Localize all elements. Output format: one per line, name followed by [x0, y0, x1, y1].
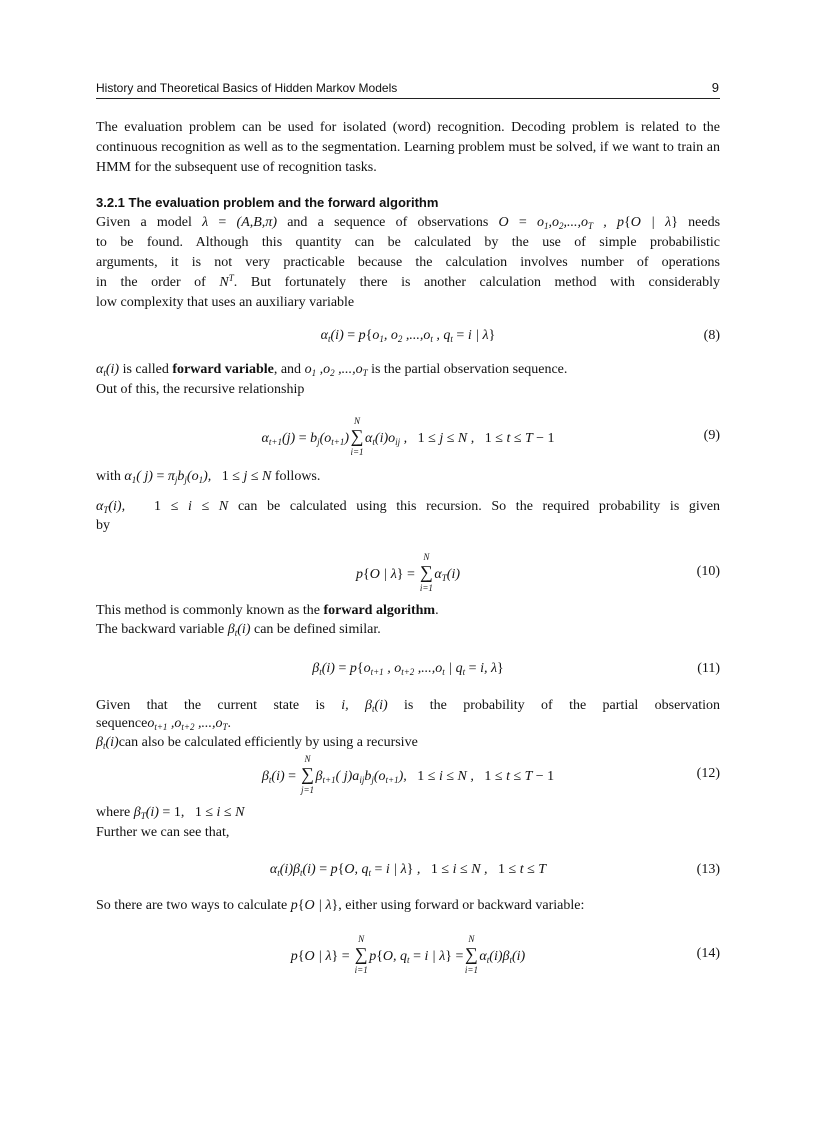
- equation-11-body: $\beta_t(i) = p\{o_{t+1}$ , $o_{t+2}$ $,...,o_t$ | $q_t = i$, λ}: [312, 661, 504, 677]
- equation-12-body: $\beta_t(i)$ = N ∑ j=1 $\beta_{t+1}$( $j)a_{ij}b_j(o_{t+1})$, 1 ≤ i ≤ N , 1 ≤ t ≤ T − 1: [261, 754, 555, 795]
- two-ways-line: So there are two ways to calculate p{O | λ}, either using forward or backward variable:: [96, 898, 585, 913]
- given-state-line: Given that the current state is i, $\beta_t(i)$ is the probability of the partial observation: [96, 698, 721, 714]
- p1-line3: arguments, it is not very practicable because the calculation involves number of operations: [96, 255, 720, 270]
- further-line: Further we can see that,: [96, 825, 230, 840]
- equation-9: [96, 416, 720, 457]
- initial-condition-line: with $\alpha_1$( $j) = \pi_jb_j(o_1)$, 1 ≤ j ≤ N follows.: [96, 469, 321, 485]
- equation-number: (8): [703, 328, 720, 343]
- header-title: History and Theoretical Basics of Hidden Markov Models: [96, 81, 398, 95]
- equation-10-body: p{O | λ} = N ∑ i=1 $\alpha_T(i)$: [356, 552, 460, 593]
- equation-10: [96, 552, 720, 593]
- page-number: 9: [711, 80, 719, 95]
- equation-13-body: $\alpha_t(i)\beta_t(i) = p\{O$, $q_t = i$ | λ} , 1 ≤ i ≤ N , 1 ≤ t ≤ T: [269, 862, 547, 878]
- equation-number: (13): [696, 862, 720, 877]
- complexity-expr: $N^T$: [219, 273, 234, 290]
- equation-number: (11): [697, 661, 720, 676]
- equation-11: [96, 661, 720, 685]
- equation-number: (10): [696, 564, 720, 579]
- section-heading: 3.2.1 The evaluation problem and the forward algorithm: [96, 195, 439, 210]
- equation-12: [96, 754, 720, 795]
- equation-14: [96, 934, 720, 975]
- forward-variable-line: $\alpha_t(i)$ is called forward variable, and $o_1$ $,o_2$ $,...,o_T$ is the partial observation sequence.: [96, 362, 568, 378]
- forward-algorithm-line: This method is commonly known as the forward algorithm.: [96, 603, 439, 618]
- observation-seq: $O = o_1,o_2,...,o_T$ ,: [498, 215, 607, 231]
- p1-line2: to be found. Although this quantity can be calculated by the use of simple probabilistic: [96, 235, 720, 250]
- given-sequence-line: sequenceo$_{t+1}$ $,o_{t+2}$ $,...,o_T$.: [96, 716, 231, 732]
- forward-algorithm-term: forward algorithm: [323, 603, 436, 618]
- p1-line4: in the order of $N^T$. But fortunately there is another calculation method with considerably: [96, 273, 721, 290]
- forward-variable-term: forward variable: [172, 362, 274, 377]
- intro-paragraph: The evaluation problem can be used for isolated (word) recognition. Decoding problem is related to the continuous recognition as well as to the segmentation. Learning problem must be solved, if we want to train an HMM for the subsequent use of recognition tasks.: [96, 120, 720, 175]
- equation-13: [96, 862, 720, 886]
- equation-number: (14): [696, 946, 720, 961]
- p1-line5: low complexity that uses an auxiliary variable: [96, 295, 355, 310]
- equation-8-body: $\alpha_t(i) = p\{o_1$, $o_2$ $,...,o_t$ , $q_t = i$ | λ}: [320, 328, 496, 344]
- beta-efficient-line: $\beta_t(i)can$ also be calculated efficiently by using a recursive: [96, 735, 418, 751]
- equation-number: (12): [696, 766, 720, 781]
- termination-by: by: [96, 518, 110, 533]
- recursion-intro: Out of this, the recursive relationship: [96, 382, 305, 397]
- backward-variable-line: The backward variable $\beta_t(i)$ can be defined similar.: [96, 622, 381, 638]
- prob-expr: p{O | λ}: [616, 215, 678, 230]
- running-header: [96, 80, 720, 99]
- termination-line: $\alpha_T(i)$, 1 ≤ i ≤ N can be calculated using this recursion. So the required probability is given: [96, 499, 721, 515]
- equation-number: (9): [703, 428, 720, 443]
- where-line: where $\beta_T(i) = 1$, 1 ≤ i ≤ N: [96, 805, 245, 821]
- equation-8: [96, 328, 720, 352]
- equation-14-body: p{O | λ} = N ∑ i=1 p{O, $q_t = i$ | λ} = N ∑ i=1 $\alpha_t(i)\beta_t(i)$: [290, 934, 526, 975]
- equation-9-body: $\alpha_{t+1}(j) = b_j(o_{t+1})$ N ∑ i=1 $\alpha_t(i)o_{ij}$ , 1 ≤ j ≤ N , 1 ≤ t ≤ T − 1: [261, 416, 555, 457]
- model-def: λ = (A,B,π): [202, 215, 277, 230]
- given-model-line: Given a model λ = (A,B,π) and a sequence of observations $O = o_1,o_2,...,o_T$ , p{O | λ} needs: [96, 215, 721, 231]
